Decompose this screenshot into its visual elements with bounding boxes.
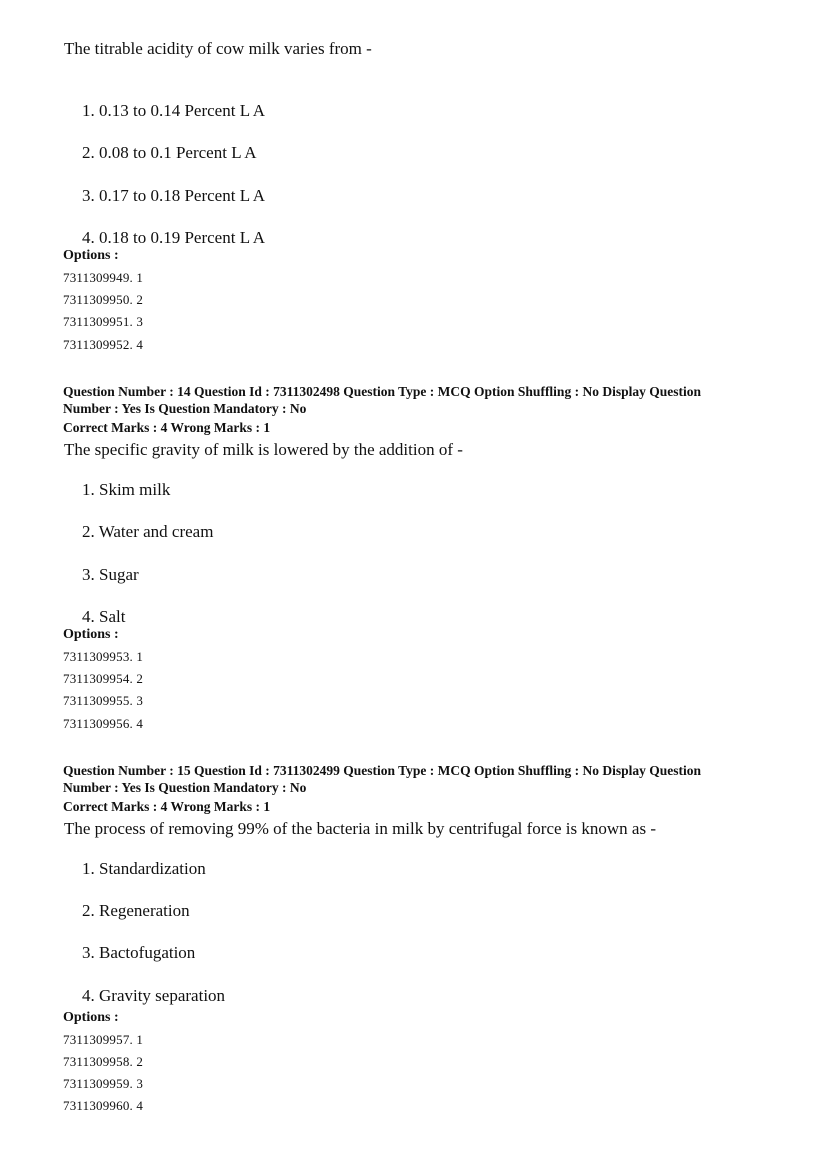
q15-choice-2: 2. Regeneration [82,901,190,920]
q14-option-id-2: 7311309954. 2 [63,671,144,686]
question-13-stem: The titrable acidity of cow milk varies from - [64,39,372,58]
q14-meta-line-2: Number : Yes Is Question Mandatory : No [63,401,307,416]
question-14-stem: The specific gravity of milk is lowered by the addition of - [64,440,463,459]
q14-option-id-4: 7311309956. 4 [63,716,144,731]
q13-option-id-2: 7311309950. 2 [63,292,144,307]
q14-choice-1: 1. Skim milk [82,480,171,499]
q14-option-id-3: 7311309955. 3 [63,693,144,708]
q14-choice-4: 4. Salt [82,607,126,626]
q14-marks: Correct Marks : 4 Wrong Marks : 1 [63,420,271,435]
q13-choice-1: 1. 0.13 to 0.14 Percent L A [82,101,266,120]
q15-option-id-1: 7311309957. 1 [63,1032,144,1047]
q15-option-id-3: 7311309959. 3 [63,1076,144,1091]
q13-option-id-4: 7311309952. 4 [63,337,144,352]
q15-options-label: Options : [63,1010,119,1025]
q13-choice-2: 2. 0.08 to 0.1 Percent L A [82,143,257,162]
q13-choice-4: 4. 0.18 to 0.19 Percent L A [82,228,266,247]
q14-option-id-1: 7311309953. 1 [63,649,144,664]
q15-option-id-2: 7311309958. 2 [63,1054,144,1069]
q15-option-id-4: 7311309960. 4 [63,1098,144,1113]
q13-option-id-1: 7311309949. 1 [63,270,144,285]
question-15-stem: The process of removing 99% of the bacteria in milk by centrifugal force is known as - [64,819,656,838]
q14-meta-line-1: Question Number : 14 Question Id : 7311302498 Question Type : MCQ Option Shuffling : No Display Question [63,384,701,399]
q13-options-label: Options : [63,248,119,263]
q14-choice-2: 2. Water and cream [82,522,214,541]
q15-choice-4: 4. Gravity separation [82,986,226,1005]
q15-choice-1: 1. Standardization [82,859,206,878]
q14-choice-3: 3. Sugar [82,565,139,584]
q15-choice-3: 3. Bactofugation [82,943,196,962]
q13-choice-3: 3. 0.17 to 0.18 Percent L A [82,186,266,205]
q15-marks: Correct Marks : 4 Wrong Marks : 1 [63,799,271,814]
q15-meta-line-1: Question Number : 15 Question Id : 7311302499 Question Type : MCQ Option Shuffling : No Display Question [63,763,701,778]
q14-options-label: Options : [63,627,119,642]
q13-option-id-3: 7311309951. 3 [63,314,144,329]
q15-meta-line-2: Number : Yes Is Question Mandatory : No [63,780,307,795]
